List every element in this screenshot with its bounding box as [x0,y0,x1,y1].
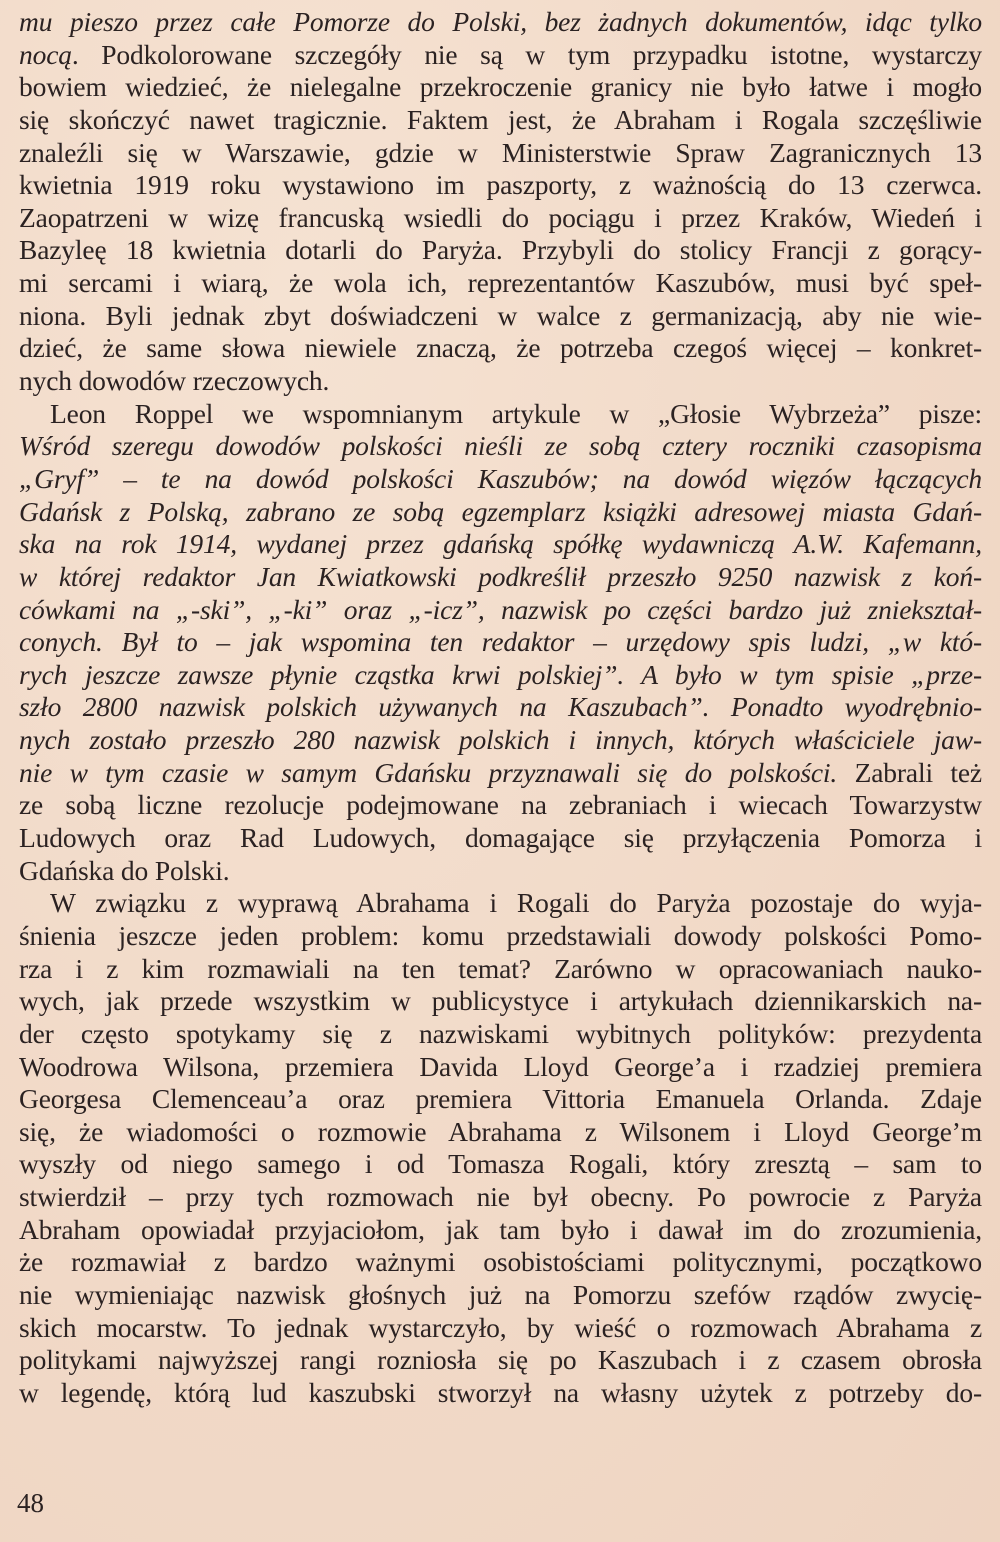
text-line [19,1148,982,1181]
text-segment: się skończyć nawet tragicznie. Faktem jest, że Abraham i Rogala szczęśliwie [19,103,982,135]
text-line [19,887,982,920]
text-line [19,724,982,757]
text-segment: politykami najwyższej rangi rozniosła się po Kaszubach i z czasem obrosła [19,1344,982,1376]
text-line [19,1279,982,1312]
text-segment: znaleźli się w Warszawie, gdzie w Ministerstwie Spraw Zagranicznych 13 [19,136,982,168]
text-segment: mi sercami i wiarą, że wola ich, reprezentantów Kaszubów, musi być speł- [19,267,982,299]
text-line [19,1344,982,1377]
text-line [19,920,982,953]
text-segment: niona. Byli jednak zbyt doświadczeni w walce z germanizacją, aby nie wie- [19,299,982,331]
italic-quote-text: cówkami na „-ski”, „-ki” oraz „-icz”, nazwisk po części bardzo już zniekształ- [19,593,982,625]
text-segment: Woodrowa Wilsona, przemiera Davida Lloyd George’a i rzadziej premiera [19,1050,982,1082]
text-line [19,1051,982,1084]
text-line [19,496,982,529]
text-segment: ze sobą liczne rezolucje podejmowane na zebraniach i wiecach Towarzystw [19,789,982,821]
text-segment: rza i z kim rozmawiali na ten temat? Zarówno w opracowaniach nauko- [19,952,982,984]
italic-quote-text: ska na rok 1914, wydanej przez gdańską spółkę wydawniczą A.W. Kafemann, [19,528,982,560]
text-line [19,332,982,365]
text-segment: śnienia jeszcze jeden problem: komu przedstawiali dowody polskości Pomo- [19,919,982,951]
text-segment: kwietnia 1919 roku wystawiono im paszporty, z ważnością do 13 czerwca. [19,169,982,201]
text-segment: Zabrali też [837,756,982,788]
italic-quote-text: rych jeszcze zawsze płynie cząstka krwi polskiej”. A było w tym spisie „prze- [19,658,982,690]
text-line [19,1312,982,1345]
text-line [19,234,982,267]
text-segment: Bazyleę 18 kwietnia dotarli do Paryża. Przybyli do stolicy Francji z gorący- [19,234,982,266]
text-line [19,757,982,790]
text-line [19,6,982,39]
text-segment: że rozmawiał z bardzo ważnymi osobistościami politycznymi, początkowo [19,1246,982,1278]
text-line [19,1181,982,1214]
body-text [19,6,982,1410]
text-line [19,39,982,72]
text-line [19,561,982,594]
text-line [19,985,982,1018]
text-line [19,104,982,137]
italic-quote-text: mu pieszo przez całe Pomorze do Polski, bez żadnych dokumentów, idąc tylko [19,6,982,37]
text-segment: się, że wiadomości o rozmowie Abrahama z Wilsonem i Lloyd George’m [19,1115,982,1147]
italic-quote-text: conych. Był to – jak wspomina ten redaktor – urzędowy spis ludzi, „w któ- [19,626,982,658]
text-segment: stwierdził – przy tych rozmowach nie był obecny. Po powrocie z Paryża [19,1181,982,1213]
italic-quote-text: Wśród szeregu dowodów polskości nieśli ze sobą cztery roczniki czasopisma [19,430,982,462]
text-segment: wyszły od niego samego i od Tomasza Rogali, który zresztą – sam to [19,1148,982,1180]
text-line [19,1083,982,1116]
text-segment: nych dowodów rzeczowych. [19,365,330,397]
text-line [19,626,982,659]
text-line [19,365,982,398]
text-line [19,169,982,202]
italic-quote-text: nych zostało przeszło 280 nazwisk polskich i innych, których właściciele jaw- [19,724,982,756]
text-segment: Georgesa Clemenceau’a oraz premiera Vittoria Emanuela Orlanda. Zdaje [19,1083,982,1115]
text-line [19,1214,982,1247]
text-line [19,300,982,333]
text-segment: W związku z wyprawą Abrahama i Rogali do Paryża pozostaje do wyja- [50,887,982,919]
text-line [19,202,982,235]
text-line [19,594,982,627]
text-line [19,1018,982,1051]
text-line [19,659,982,692]
text-segment: dzieć, że same słowa niewiele znaczą, że potrzeba czegoś więcej – konkret- [19,332,982,364]
text-segment: Abraham opowiadał przyjaciołom, jak tam było i dawał im do zrozumienia, [19,1213,982,1245]
text-line [19,953,982,986]
text-segment: Zaopatrzeni w wizę francuską wsiedli do pociągu i przez Kraków, Wiedeń i [19,201,982,233]
italic-quote-text: nie w tym czasie w samym Gdańsku przyznawali się do polskości. [19,756,838,788]
text-line [19,1377,982,1410]
text-line [19,137,982,170]
text-line [19,1116,982,1149]
text-segment: der często spotykamy się z nazwiskami wybitnych polityków: prezydenta [19,1017,982,1049]
text-line [19,398,982,431]
text-line [19,267,982,300]
page-number: 48 [17,1488,44,1518]
text-segment: w legendę, którą lud kaszubski stworzył na własny użytek z potrzeby do- [19,1376,982,1408]
text-segment: nie wymieniając nazwisk głośnych już na Pomorzu szefów rządów zwycię- [19,1278,982,1310]
text-line [19,789,982,822]
text-line [19,822,982,855]
text-line [19,855,982,888]
text-segment: Ludowych oraz Rad Ludowych, domagające się przyłączenia Pomorza i [19,822,982,854]
text-line [19,528,982,561]
text-segment: wych, jak przede wszystkim w publicystyce i artykułach dziennikarskich na- [19,985,982,1017]
italic-quote-text: w której redaktor Jan Kwiatkowski podkreślił przeszło 9250 nazwisk z koń- [19,560,982,592]
text-line [19,430,982,463]
italic-quote-text: nocą [19,38,72,70]
text-line [19,691,982,724]
text-segment: Leon Roppel we wspomnianym artykule w „Głosie Wybrzeża” pisze: [50,397,982,429]
text-line [19,1246,982,1279]
italic-quote-text: szło 2800 nazwisk polskich używanych na Kaszubach”. Ponadto wyodrębnio- [19,691,982,723]
text-segment: skich mocarstw. To jednak wystarczyło, by wieść o rozmowach Abrahama z [19,1311,982,1343]
text-line [19,463,982,496]
text-segment: . Podkolorowane szczegóły nie są w tym przypadku istotne, wystarczy [71,38,982,70]
text-segment: bowiem wiedzieć, że nielegalne przekroczenie granicy nie było łatwe i mogło [19,71,982,103]
text-segment: Gdańska do Polski. [19,854,230,886]
text-line [19,71,982,104]
italic-quote-text: Gdańsk z Polską, zabrano ze sobą egzemplarz książki adresowej miasta Gdań- [19,495,982,527]
italic-quote-text: „Gryf” – te na dowód polskości Kaszubów; na dowód więzów łączących [19,462,982,494]
